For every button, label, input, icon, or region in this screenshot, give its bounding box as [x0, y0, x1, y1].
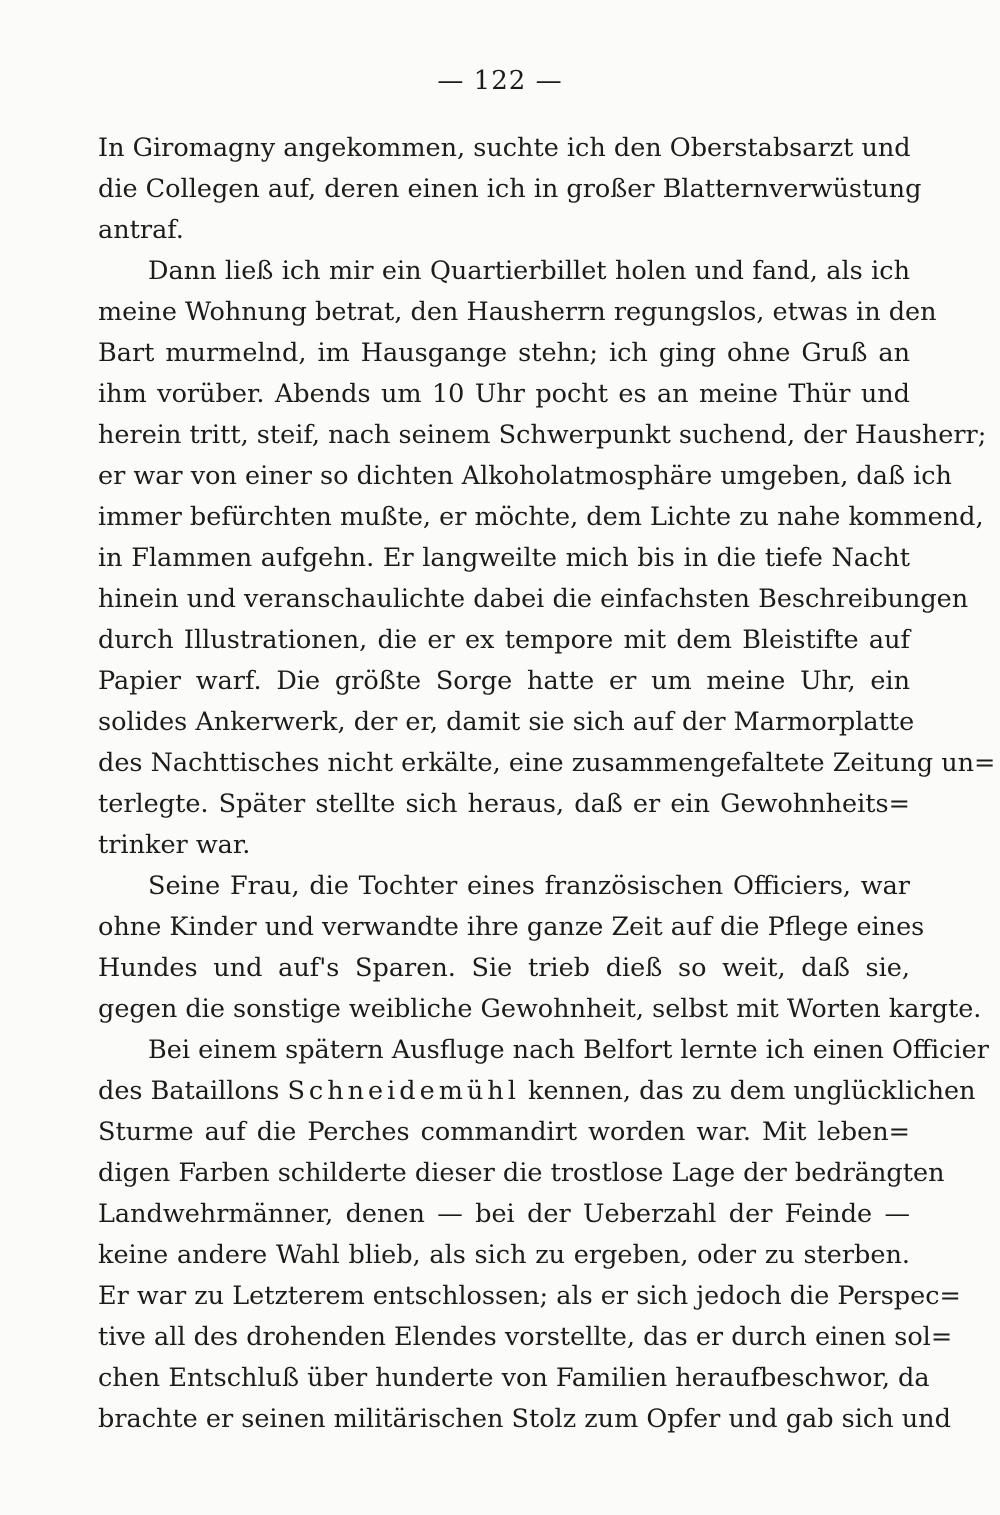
text-line: Bei einem spätern Ausfluge nach Belfort lernte ich einen Officier	[148, 1035, 989, 1065]
text-line: Landwehrmänner, denen — bei der Ueberzahl der Feinde —	[98, 1199, 910, 1229]
text-line: ohne Kinder und verwandte ihre ganze Zeit auf die Pflege eines	[98, 912, 925, 942]
text-line: digen Farben schilderte dieser die trostlose Lage der bedrängten	[98, 1158, 945, 1188]
text-line: terlegte. Später stellte sich heraus, daß er ein Gewohnheits=	[98, 789, 910, 819]
text-line: herein tritt, steif, nach seinem Schwerpunkt suchend, der Hausherr;	[98, 420, 987, 450]
text-line: Hundes und auf's Sparen. Sie trieb dieß so weit, daß sie,	[98, 953, 910, 983]
text-line: tive all des drohenden Elendes vorstellte, das er durch einen sol=	[98, 1322, 953, 1352]
line-part: des Bataillons	[98, 1076, 280, 1106]
text-line: brachte er seinen militärischen Stolz zum Opfer und gab sich und	[98, 1404, 951, 1434]
text-line: antraf.	[98, 215, 184, 245]
text-line: keine andere Wahl blieb, als sich zu ergeben, oder zu sterben.	[98, 1240, 910, 1270]
text-line: chen Entschluß über hunderte von Familien heraufbeschwor, da	[98, 1363, 930, 1393]
text-line: durch Illustrationen, die er ex tempore mit dem Bleistifte auf	[98, 625, 910, 655]
page-number: — 122 —	[437, 66, 563, 96]
body-text	[98, 128, 996, 1440]
text-line: solides Ankerwerk, der er, damit sie sich auf der Marmorplatte	[98, 707, 915, 737]
line-part: kennen, das zu dem unglücklichen	[528, 1076, 976, 1106]
emphasized-name: Schneidemühl	[287, 1076, 520, 1106]
text-line: die Collegen auf, deren einen ich in großer Blatternverwüstung	[98, 174, 922, 204]
text-line	[98, 1071, 976, 1112]
text-line: trinker war.	[98, 830, 251, 860]
text-line: gegen die sonstige weibliche Gewohnheit, selbst mit Worten kargte.	[98, 994, 982, 1024]
text-line: Bart murmelnd, im Hausgange stehn; ich ging ohne Gruß an	[98, 338, 910, 368]
text-line: Papier warf. Die größte Sorge hatte er um meine Uhr, ein	[98, 666, 910, 696]
text-line: immer befürchten mußte, er möchte, dem Lichte zu nahe kommend,	[98, 502, 984, 532]
text-line: in Flammen aufgehn. Er langweilte mich bis in die tiefe Nacht	[98, 543, 910, 573]
text-line: Er war zu Letzterem entschlossen; als er sich jedoch die Perspec=	[98, 1281, 961, 1311]
text-line: In Giromagny angekommen, suchte ich den Oberstabsarzt und	[98, 133, 911, 163]
text-line: meine Wohnung betrat, den Hausherrn regungslos, etwas in den	[98, 297, 937, 327]
text-line: Seine Frau, die Tochter eines französischen Officiers, war	[148, 871, 910, 901]
text-line: hinein und veranschaulichte dabei die einfachsten Beschreibungen	[98, 584, 969, 614]
text-line: Sturme auf die Perches commandirt worden war. Mit leben=	[98, 1117, 910, 1147]
text-line: Dann ließ ich mir ein Quartierbillet holen und fand, als ich	[148, 256, 910, 286]
text-line: des Nachttisches nicht erkälte, eine zusammengefaltete Zeitung un=	[98, 748, 996, 778]
text-line: ihm vorüber. Abends um 10 Uhr pocht es an meine Thür und	[98, 379, 910, 409]
text-line: er war von einer so dichten Alkoholatmosphäre umgeben, daß ich	[98, 461, 952, 491]
